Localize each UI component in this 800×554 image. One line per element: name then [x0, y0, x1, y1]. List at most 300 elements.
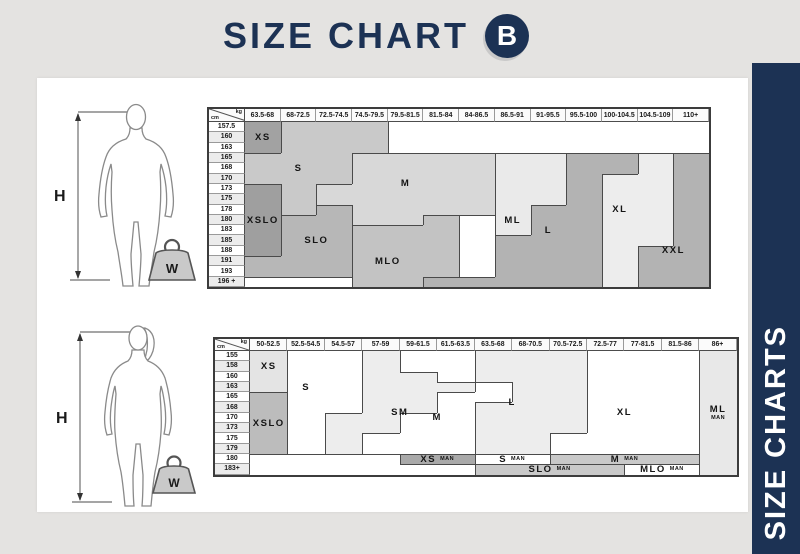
- size-cell-L: [475, 433, 512, 443]
- size-cell-none: [495, 122, 531, 132]
- size-cell-SLO: [316, 246, 352, 256]
- size-cell-M: [352, 194, 388, 204]
- region-label-xslo: XSLO: [252, 417, 285, 429]
- size-cell-XS: [250, 382, 287, 392]
- size-cell-L: [550, 372, 587, 382]
- size-cell-XL: [587, 433, 624, 443]
- page-title: SIZE CHART: [223, 15, 469, 56]
- size-cell-none: [316, 277, 352, 287]
- size-cell-XSLO: [245, 225, 281, 235]
- size-cell-ML MAN: [699, 444, 736, 454]
- size-cell-L: [531, 256, 567, 266]
- height-row-header: 170: [215, 413, 250, 423]
- size-cell-XSLO: [250, 423, 287, 433]
- size-cell-XL: [624, 351, 661, 361]
- size-cell-none: [673, 143, 709, 153]
- size-cell-L: [602, 153, 638, 163]
- weight-col-header: 52.5-54.5: [287, 339, 324, 351]
- size-cell-L: [531, 205, 567, 215]
- size-cell-XL: [587, 351, 624, 361]
- size-cell-none: [459, 266, 495, 276]
- size-cell-L: [602, 163, 638, 173]
- size-cell-XXL: [638, 277, 674, 287]
- region-label-mlo: MLO: [374, 255, 401, 267]
- size-cell-SM: [325, 433, 362, 443]
- size-cell-XXL: [673, 256, 709, 266]
- size-cell-XL: [662, 423, 699, 433]
- size-cell-XL: [602, 256, 638, 266]
- size-cell-none: [459, 235, 495, 245]
- size-cell-S: [287, 444, 324, 454]
- size-cell-none: [459, 132, 495, 142]
- size-cell-M: [459, 163, 495, 173]
- weight-col-header: 72.5-74.5: [316, 109, 352, 122]
- size-cell-L: [550, 413, 587, 423]
- size-cell-XL: [638, 184, 674, 194]
- size-cell-none: [245, 277, 281, 287]
- size-cell-none: [531, 122, 567, 132]
- size-cell-XL: [638, 174, 674, 184]
- region-label-xslo: XSLO: [246, 214, 279, 226]
- weight-col-header: 110+: [673, 109, 709, 122]
- size-cell-XL: [638, 225, 674, 235]
- size-cell-XL: [587, 423, 624, 433]
- size-cell-MLO MAN: [624, 464, 661, 474]
- size-cell-ML MAN: [699, 464, 736, 474]
- arrow-down-icon: [77, 493, 83, 501]
- size-cell-M: [388, 194, 424, 204]
- size-cell-XL: [662, 433, 699, 443]
- size-cell-none: [638, 122, 674, 132]
- height-row-header: 196 +: [209, 277, 245, 287]
- size-cell-S: [352, 122, 388, 132]
- size-cell-L: [459, 277, 495, 287]
- size-cell-none: [423, 122, 459, 132]
- size-cell-S: [281, 132, 317, 142]
- size-cell-none: [400, 464, 437, 474]
- size-cell-S: [287, 402, 324, 412]
- size-cell-M: [362, 433, 399, 443]
- weight-col-header: 79.5-81.5: [388, 109, 424, 122]
- size-cell-ML: [531, 194, 567, 204]
- size-cell-MLO: [352, 246, 388, 256]
- weight-col-header: 91-95.5: [531, 109, 567, 122]
- size-cell-SM: [362, 413, 399, 423]
- region-label-mlo-man: MLO MAN: [640, 463, 684, 475]
- size-cell-SLO: [245, 266, 281, 276]
- height-row-header: 175: [215, 433, 250, 443]
- size-cell-XL: [624, 392, 661, 402]
- size-cell-M: [459, 174, 495, 184]
- women-size-table: [213, 337, 739, 477]
- size-cell-S: [245, 174, 281, 184]
- size-cell-XSLO: [245, 194, 281, 204]
- size-cell-L: [495, 246, 531, 256]
- size-cell-L: [512, 361, 549, 371]
- size-cell-XXL: [638, 256, 674, 266]
- size-cell-M: [388, 163, 424, 173]
- size-cell-L: [495, 266, 531, 276]
- size-cell-XL: [550, 433, 587, 443]
- size-cell-S: [287, 361, 324, 371]
- size-cell-SM: [362, 361, 399, 371]
- size-cell-M MAN: [587, 454, 624, 464]
- height-row-header: 188: [209, 246, 245, 256]
- size-cell-S: [325, 372, 362, 382]
- size-cell-XL: [602, 174, 638, 184]
- size-cell-L: [566, 184, 602, 194]
- size-cell-S: [316, 163, 352, 173]
- size-cell-L: [550, 351, 587, 361]
- size-cell-S: [287, 433, 324, 443]
- height-row-header: 165: [209, 153, 245, 163]
- size-cell-XS: [245, 122, 281, 132]
- size-cell-M: [352, 174, 388, 184]
- size-cell-M: [437, 433, 474, 443]
- size-cell-L: [566, 266, 602, 276]
- weight-col-header: 74.5-79.5: [352, 109, 388, 122]
- weight-col-header: 50-52.5: [250, 339, 287, 351]
- size-cell-M: [316, 184, 352, 194]
- size-cell-XL: [587, 361, 624, 371]
- size-cell-SLO: [316, 266, 352, 276]
- size-cell-L: [550, 392, 587, 402]
- size-cell-L: [495, 235, 531, 245]
- size-cell-M: [388, 184, 424, 194]
- size-cell-SLO: [316, 215, 352, 225]
- height-row-header: 185: [209, 235, 245, 245]
- size-cell-XL: [662, 402, 699, 412]
- size-cell-XSLO: [245, 246, 281, 256]
- corner-kg-cm-cell: [209, 109, 245, 122]
- size-cell-S MAN: [475, 454, 512, 464]
- size-cell-S: [287, 372, 324, 382]
- size-cell-M: [423, 194, 459, 204]
- size-cell-SLO: [316, 235, 352, 245]
- size-cell-M: [400, 351, 437, 361]
- size-cell-L: [495, 277, 531, 287]
- size-cell-M MAN: [662, 454, 699, 464]
- size-cell-SLO: [281, 256, 317, 266]
- weight-col-header: 70.5-72.5: [550, 339, 587, 351]
- size-cell-L: [512, 382, 549, 392]
- size-cell-XSLO: [250, 402, 287, 412]
- weight-col-header: 68-70.5: [512, 339, 549, 351]
- size-cell-ML: [531, 153, 567, 163]
- size-cell-none: [602, 132, 638, 142]
- size-cell-SM: [362, 392, 399, 402]
- weight-icon-female: [153, 457, 195, 494]
- weight-col-header: 86+: [699, 339, 736, 351]
- region-label-sm: SM: [391, 407, 409, 419]
- size-cell-MLO: [388, 266, 424, 276]
- size-cell-XSLO: [250, 413, 287, 423]
- size-cell-XL: [662, 413, 699, 423]
- height-row-header: 168: [215, 402, 250, 412]
- size-cell-M: [352, 153, 388, 163]
- size-cell-XL: [638, 163, 674, 173]
- size-cell-L: [475, 444, 512, 454]
- size-cell-MLO: [423, 225, 459, 235]
- size-cell-S: [245, 163, 281, 173]
- size-cell-ML MAN: [699, 392, 736, 402]
- size-cell-M: [400, 423, 437, 433]
- size-cell-XXL: [638, 246, 674, 256]
- size-cell-S: [281, 153, 317, 163]
- size-cell-XL: [587, 372, 624, 382]
- size-cell-XL: [662, 361, 699, 371]
- height-row-header: 163: [215, 382, 250, 392]
- size-cell-none: [638, 143, 674, 153]
- region-label-s-man: S MAN: [499, 453, 526, 465]
- size-cell-M: [437, 361, 474, 371]
- size-cell-MLO: [388, 256, 424, 266]
- size-cell-L: [566, 163, 602, 173]
- height-row-header: 180: [209, 215, 245, 225]
- weight-col-header: 63.5-68: [475, 339, 512, 351]
- region-label-m-man: M MAN: [610, 453, 639, 465]
- size-cell-XL: [624, 402, 661, 412]
- size-cell-M MAN: [624, 454, 661, 464]
- size-cell-none: [495, 143, 531, 153]
- size-cell-SLO: [245, 256, 281, 266]
- size-cell-M: [352, 205, 388, 215]
- size-cell-SM: [362, 402, 399, 412]
- size-cell-ML: [495, 153, 531, 163]
- size-cell-S: [325, 382, 362, 392]
- size-cell-XL: [638, 205, 674, 215]
- size-cell-L: [512, 402, 549, 412]
- size-cell-M: [423, 174, 459, 184]
- region-label-slo: SLO: [304, 235, 329, 247]
- size-cell-XL: [662, 351, 699, 361]
- size-cell-S: [316, 143, 352, 153]
- size-cell-L: [475, 372, 512, 382]
- size-cell-SLO: [316, 205, 352, 215]
- size-cell-S: [281, 143, 317, 153]
- height-row-header: 170: [209, 174, 245, 184]
- size-cell-M: [423, 205, 459, 215]
- weight-col-header: 86.5-91: [495, 109, 531, 122]
- height-row-header: 163: [209, 143, 245, 153]
- region-label-l: L: [508, 396, 516, 408]
- size-cell-none: [250, 464, 287, 474]
- size-cell-XL: [602, 277, 638, 287]
- size-cell-none: [566, 132, 602, 142]
- size-cell-M: [423, 153, 459, 163]
- height-row-header: 191: [209, 256, 245, 266]
- size-cell-M: [437, 444, 474, 454]
- size-cell-none: [287, 454, 324, 464]
- kg-unit-label: kg: [235, 109, 242, 115]
- female-figure: [48, 318, 215, 510]
- size-cell-ML MAN: [699, 351, 736, 361]
- size-cell-S: [281, 174, 317, 184]
- size-cell-S: [325, 361, 362, 371]
- size-cell-XL: [587, 392, 624, 402]
- size-cell-SM: [400, 392, 437, 402]
- size-cell-XXL: [673, 246, 709, 256]
- size-cell-SM: [400, 402, 437, 412]
- size-cell-M: [423, 163, 459, 173]
- size-cell-L: [512, 372, 549, 382]
- size-cell-S: [352, 132, 388, 142]
- size-cell-S: [325, 351, 362, 361]
- size-cell-XL: [587, 402, 624, 412]
- size-cell-S: [281, 205, 317, 215]
- size-cell-S MAN: [512, 454, 549, 464]
- size-cell-XSLO: [250, 433, 287, 443]
- size-cell-XL: [638, 153, 674, 163]
- size-cell-ML MAN: [699, 413, 736, 423]
- size-cell-XL: [662, 382, 699, 392]
- weight-col-header: 100-104.5: [602, 109, 638, 122]
- size-cell-L: [566, 225, 602, 235]
- region-label-xs: XS: [255, 131, 271, 143]
- size-cell-L: [531, 215, 567, 225]
- size-cell-L: [566, 235, 602, 245]
- size-cell-ML: [531, 163, 567, 173]
- weight-col-header: 81.5-84: [423, 109, 459, 122]
- size-cell-M: [388, 174, 424, 184]
- size-cell-XL: [624, 444, 661, 454]
- size-cell-L: [531, 277, 567, 287]
- height-row-header: 193: [209, 266, 245, 276]
- size-cell-XL: [602, 215, 638, 225]
- size-cell-S: [281, 184, 317, 194]
- size-cell-XL: [624, 413, 661, 423]
- size-cell-XL: [602, 235, 638, 245]
- size-cell-MLO: [423, 256, 459, 266]
- size-cell-none: [495, 132, 531, 142]
- region-label-xs-man: XS MAN: [420, 453, 455, 465]
- size-cell-SM: [400, 372, 437, 382]
- size-cell-M: [400, 413, 437, 423]
- page-header: [0, 14, 752, 58]
- size-cell-none: [602, 143, 638, 153]
- size-cell-XXL: [638, 266, 674, 276]
- size-cell-ML: [531, 174, 567, 184]
- size-cell-M: [459, 184, 495, 194]
- size-cell-XXL: [673, 174, 709, 184]
- size-cell-S: [281, 194, 317, 204]
- size-cell-L: [531, 235, 567, 245]
- size-cell-S: [316, 132, 352, 142]
- size-cell-ML MAN: [699, 433, 736, 443]
- size-cell-XL: [638, 235, 674, 245]
- chart-version-badge: B: [485, 14, 529, 58]
- size-cell-L: [495, 256, 531, 266]
- size-cell-L: [475, 413, 512, 423]
- size-cell-M: [400, 433, 437, 443]
- size-cell-L: [512, 413, 549, 423]
- size-cell-S: [325, 392, 362, 402]
- size-cell-L: [550, 361, 587, 371]
- size-cell-MLO: [423, 215, 459, 225]
- size-cell-SM: [362, 382, 399, 392]
- size-cell-M: [475, 382, 512, 392]
- size-cell-XL: [638, 215, 674, 225]
- size-cell-ML: [495, 174, 531, 184]
- weight-col-header: 57-59: [362, 339, 399, 351]
- height-label-male: H: [54, 188, 66, 205]
- size-cell-none: [250, 454, 287, 464]
- region-label-ml: ML: [504, 214, 522, 226]
- size-cell-none: [362, 454, 399, 464]
- size-cell-XL: [587, 444, 624, 454]
- weight-col-header: 81.5-86: [662, 339, 699, 351]
- region-label-xs: XS: [260, 360, 277, 372]
- cm-unit-label: cm: [217, 344, 225, 350]
- size-cell-XXL: [673, 153, 709, 163]
- size-cell-L: [566, 256, 602, 266]
- arrow-up-icon: [77, 333, 83, 341]
- size-cell-SLO: [316, 256, 352, 266]
- weight-col-header: 68-72.5: [281, 109, 317, 122]
- size-cell-XL: [602, 205, 638, 215]
- size-cell-MLO: [423, 235, 459, 245]
- men-size-table: [207, 107, 711, 289]
- size-cell-M: [352, 215, 388, 225]
- size-cell-MLO: [352, 277, 388, 287]
- height-row-header: 179: [215, 444, 250, 454]
- size-cell-XL: [602, 184, 638, 194]
- size-cell-L: [475, 351, 512, 361]
- size-cell-ML: [495, 225, 531, 235]
- height-row-header: 173: [215, 423, 250, 433]
- size-cell-SM: [362, 351, 399, 361]
- size-cell-L: [566, 153, 602, 163]
- size-cell-XL: [662, 392, 699, 402]
- size-cell-none: [388, 122, 424, 132]
- size-cell-XL: [602, 225, 638, 235]
- size-cell-L: [512, 444, 549, 454]
- region-label-s: S: [302, 381, 311, 393]
- size-cell-M: [423, 184, 459, 194]
- size-cell-S: [281, 163, 317, 173]
- size-cell-XSLO: [245, 235, 281, 245]
- size-cell-M: [316, 194, 352, 204]
- size-cell-XXL: [673, 277, 709, 287]
- size-cell-XSLO: [245, 215, 281, 225]
- height-row-header: 168: [209, 163, 245, 173]
- size-cell-M: [475, 392, 512, 402]
- size-cell-XSLO: [245, 205, 281, 215]
- height-row-header: 158: [215, 361, 250, 371]
- size-cell-S: [316, 153, 352, 163]
- size-cell-XL: [624, 382, 661, 392]
- size-cell-none: [673, 122, 709, 132]
- size-cell-SLO MAN: [512, 464, 549, 474]
- size-cell-L: [475, 423, 512, 433]
- size-cell-L: [531, 266, 567, 276]
- size-cell-SM: [362, 372, 399, 382]
- size-cell-XXL: [673, 194, 709, 204]
- size-cell-L: [550, 402, 587, 412]
- size-cell-none: [531, 143, 567, 153]
- size-cell-none: [638, 132, 674, 142]
- size-cell-none: [459, 256, 495, 266]
- size-cell-L: [531, 246, 567, 256]
- size-cell-M: [388, 153, 424, 163]
- size-cell-ML MAN: [699, 382, 736, 392]
- corner-kg-cm-cell: [215, 339, 250, 351]
- size-cell-SM: [325, 444, 362, 454]
- size-cell-ML: [495, 163, 531, 173]
- size-cell-L: [475, 361, 512, 371]
- size-cell-SM: [437, 382, 474, 392]
- size-cell-none: [281, 277, 317, 287]
